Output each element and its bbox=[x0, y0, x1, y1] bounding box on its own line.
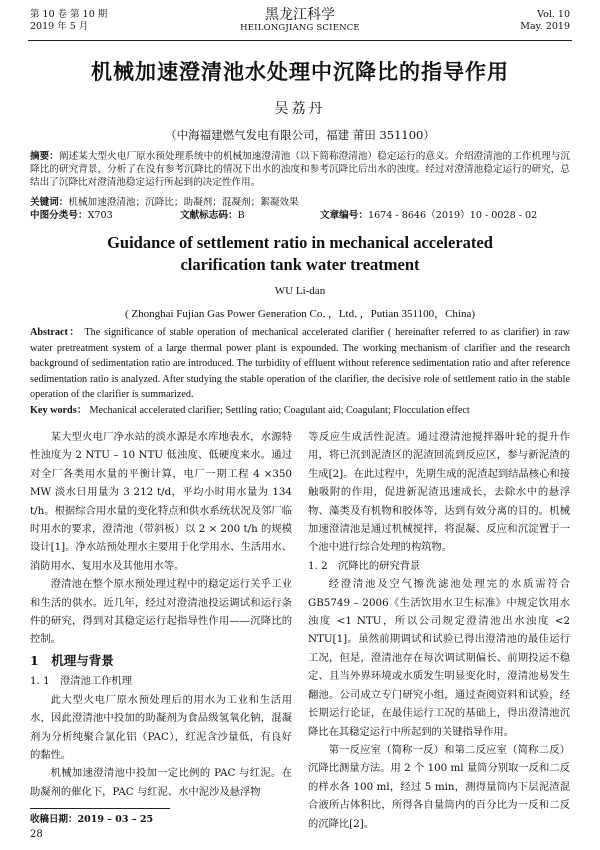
classification-row bbox=[30, 209, 570, 222]
clc-label: 中图分类号： bbox=[30, 210, 88, 221]
body-paragraph: 经澄清池及空气擦洗滤池处理完的水质需符合 GB5749 – 2006《生活饮用水卫生标准》中规定饮用水浊度 <1 NTU，所以公司规定澄清池出水浊度 <2 NTU[1]。虽然前期调试和试验已得出澄清池的最佳运行工况，但是，澄清池存在每次调试期偏长、前期投运不稳定、且当外界环境或水质发生明显变化时，澄清池易发生翻池。公司成立专门研究小组，通过查阅资料和试验，经长期运行论证，在最佳运行工况的基础上，得出澄清池沉降比在其稳定运行中所起到的关键指导作用。 bbox=[308, 578, 570, 738]
article-no-label: 文章编号： bbox=[320, 210, 368, 221]
abstract-text-cn: 阐述某大型火电厂原水预处理系统中的机械加速澄清池（以下简称澄清池）稳定运行的意义。介绍澄清池的工作机理与沉降比的研究背景，分析了在没有参考沉降比的情况下出水的浊度和参考沉降比后出水的浊度。经过对澄清池稳定运行的研究，总结出了沉降比对澄清池稳定运行所起到的决定性作用。 bbox=[30, 151, 571, 189]
header-volume bbox=[520, 9, 570, 33]
doc-code-value: B bbox=[237, 210, 245, 221]
title-en: Guidance of settlement ratio in mechanical accelerated clarification tank water treatment bbox=[107, 233, 493, 274]
footnote-rule bbox=[30, 808, 170, 809]
subsection-heading-1-2: 1. 2 沉降比的研究背景 bbox=[308, 559, 421, 572]
body-paragraph: 等反应生成活性泥渣。通过澄清池搅拌器叶轮的提升作用，将已沉到泥渣区的泥渣回流到反应区，参与新泥渣的生成[2]。在此过程中，先期生成的泥渣起到结晶核心和接触吸附的作用，促进新泥渣迅速成长，去除水中的悬浮物、藻类及有机物和胶体等，达到有效分离的目的。机械加速澄清池是通过机械搅拌，将混凝、反应和沉淀置于一个池中进行综合处理的构筑物。 bbox=[308, 431, 570, 554]
body-paragraph: 机械加速澄清池中投加一定比例的 PAC 与红泥。在助凝剂的催化下，PAC 与红泥、水中泥沙及悬浮物 bbox=[30, 767, 292, 798]
body-left-column bbox=[30, 428, 292, 801]
journal-en: HEILONGJIANG SCIENCE bbox=[240, 23, 360, 33]
issue-cn: 第 10 卷 第 10 期 bbox=[30, 9, 108, 20]
date-cn: 2019 年 5 月 bbox=[30, 21, 89, 32]
section-heading-1: 1 机理与背景 bbox=[30, 652, 114, 668]
abstract-label-en: Abstract： bbox=[30, 327, 81, 338]
page-number: 28 bbox=[30, 829, 43, 840]
keywords-cn bbox=[30, 196, 570, 209]
journal-cn: 黑龙江科学 bbox=[265, 7, 335, 23]
received-date: 收稿日期：2019 – 03 – 25 bbox=[30, 814, 154, 825]
article-no-value: 1674 - 8646（2019）10 - 0028 - 02 bbox=[367, 210, 538, 221]
clc-value: X703 bbox=[87, 210, 113, 221]
affiliation-cn: （中海福建燃气发电有限公司，福建 莆田 351100） bbox=[165, 128, 435, 142]
keywords-text-cn: 机械加速澄清池；沉降比；助凝剂；混凝剂；絮凝效果 bbox=[68, 197, 299, 208]
body-right-column bbox=[308, 428, 570, 833]
abstract-label-cn: 摘要： bbox=[30, 151, 59, 162]
vol-en: Vol. 10 bbox=[537, 9, 570, 20]
body-paragraph: 澄清池在整个原水预处理过程中的稳定运行关乎工业和生活的供水。近几年，经过对澄清池投运调试和运行条件的研究，得到对其稳定运行起指导性作用——沉降比的控制。 bbox=[30, 578, 292, 646]
doc-code-label: 文献标志码： bbox=[180, 210, 238, 221]
abstract-text-en: The significance of stable operation of mechanical accelerated clarifier ( hereinafter referred to as clarifier) in raw water pretreatment system of a large thermal power plant is expounded. The working mechanism of clarifier and the research background of sedimentation ratio are introduced. The turbidity of effluent without reference sedimentation ratio and after reference sedimentation ratio is analyzed. After studying the stable operation of the clarifier, the decisive role of settlement ratio in the stable operation of the clarifier is summarized. bbox=[30, 327, 570, 401]
abstract-cn bbox=[30, 150, 570, 190]
body-paragraph: 第一反应室（简称一反）和第二反应室（简称二反）沉降比测量方法。用 2 个 100 ml 量筒分别取一反和二反的样水各 100 ml，经过 5 min，测得量筒内下层泥渣混合液所占体积比，所得各自量筒内的百分比为一反和二反的沉降比[2]。 bbox=[308, 743, 570, 830]
keywords-text-en: Mechanical accelerated clarifier; Settling ratio; Coagulant aid; Coagulant; Flocculation effect bbox=[89, 405, 470, 416]
author-en: WU Li-dan bbox=[274, 285, 326, 297]
date-en: May. 2019 bbox=[520, 21, 570, 32]
affiliation-en: ( Zhonghai Fujian Gas Power Generation Co．，Ltd．，Putian 351100，China) bbox=[124, 308, 476, 320]
body-paragraph: 某大型火电厂净水站的淡水源是水库地表水，水源特性浊度为 2 NTU – 10 NTU 低浊度、低硬度来水。通过对全厂各类用水量的平衡计算，电厂一期工程 4 ×350 MW 淡水日用量为 3 212 t/d，平均小时用水量为 134 t/h。根据综合用水量的变化特点和供水系统状况及邻厂临时用水的要求，澄清池（带斜板）以 2 × 200 t/h 的规模设计[1]。净水站预处理水主要用于化学用水、生活用水、消防用水、复用水及其他用水等。 bbox=[30, 431, 292, 572]
keywords-label-cn: 关键词： bbox=[30, 197, 69, 208]
abstract-en bbox=[30, 325, 570, 403]
header-rule bbox=[28, 40, 572, 41]
keywords-label-en: Key words： bbox=[30, 405, 87, 416]
subsection-heading-1-1: 1. 1 澄清池工作机理 bbox=[30, 675, 133, 688]
author-cn: 吴荔丹 bbox=[274, 101, 326, 117]
title-cn: 机械加速澄清池水处理中沉降比的指导作用 bbox=[91, 59, 509, 84]
keywords-en bbox=[30, 403, 570, 418]
body-paragraph: 此大型火电厂原水预处理后的用水为工业和生活用水，因此澄清池中投加的助凝剂为食品级氢氧化钠，混凝剂为分析纯聚合氯化铝（PAC），红泥含沙量低，有良好的黏性。 bbox=[30, 693, 292, 761]
journal-name bbox=[0, 7, 600, 34]
